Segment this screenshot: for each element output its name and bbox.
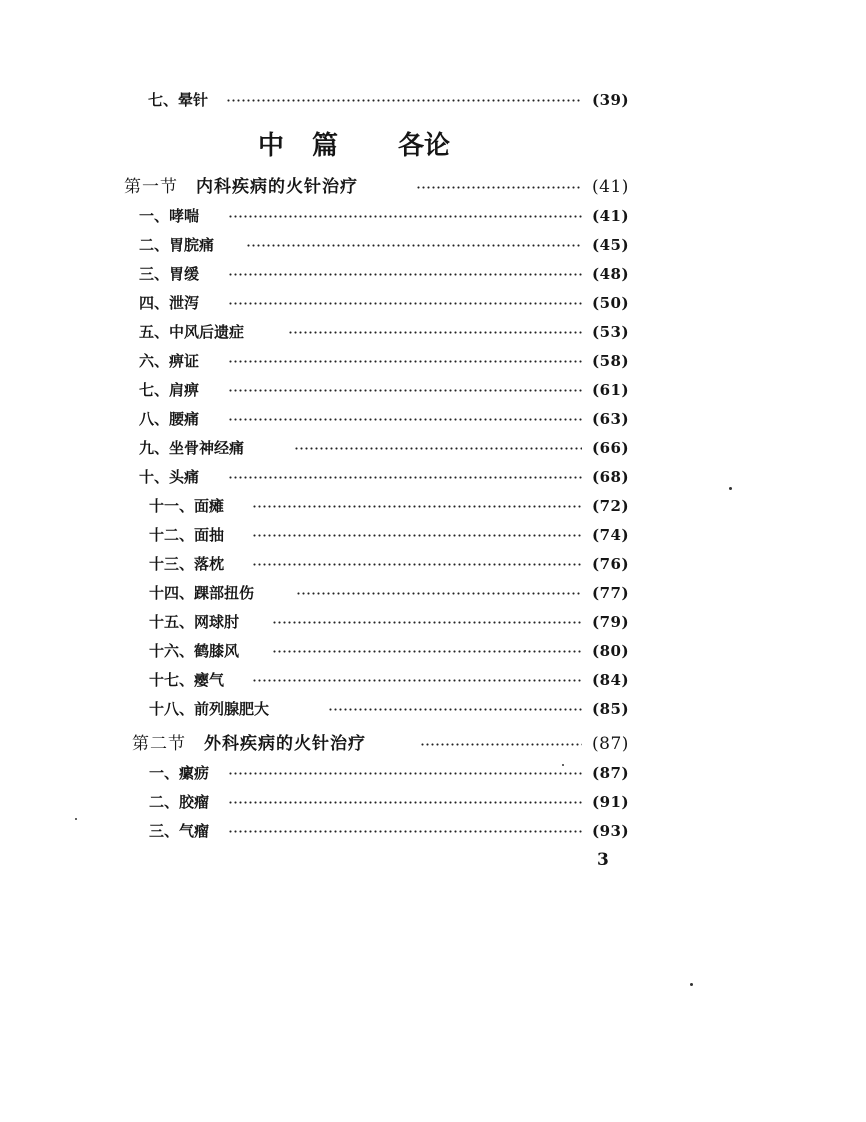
entry-page-number: (77) bbox=[592, 584, 630, 602]
section-page-number: (87) bbox=[592, 734, 629, 754]
dot-leader bbox=[226, 99, 582, 102]
entry-label: 三、气瘤 bbox=[149, 822, 210, 840]
entry-page-number: (72) bbox=[592, 497, 630, 515]
entry-page-number: (63) bbox=[592, 410, 630, 428]
dot-leader bbox=[228, 360, 582, 363]
toc-entry bbox=[0, 695, 866, 723]
dot-leader bbox=[272, 621, 582, 624]
entry-page-number: (80) bbox=[592, 642, 630, 660]
dot-leader bbox=[296, 592, 582, 595]
scan-speck bbox=[75, 818, 77, 820]
dot-leader bbox=[228, 772, 582, 775]
toc-entry bbox=[0, 788, 866, 816]
dot-leader bbox=[328, 708, 582, 711]
dot-leader bbox=[228, 215, 582, 218]
section-label bbox=[124, 173, 358, 201]
scan-speck bbox=[690, 983, 693, 986]
section-label bbox=[132, 730, 366, 758]
toc-entry bbox=[0, 579, 866, 607]
section-heading bbox=[0, 730, 866, 758]
entry-page-number: (85) bbox=[592, 700, 630, 718]
section-page-number: (41) bbox=[592, 177, 629, 197]
dot-leader bbox=[272, 650, 582, 653]
entry-page-number: (74) bbox=[592, 526, 630, 544]
dot-leader bbox=[252, 679, 582, 682]
entry-label: 一、哮喘 bbox=[139, 207, 200, 225]
dot-leader bbox=[228, 830, 582, 833]
entry-label: 十二、面抽 bbox=[149, 526, 225, 544]
entry-page-number: (66) bbox=[592, 439, 630, 457]
dot-leader bbox=[294, 447, 582, 450]
part-heading-char-1: 中 bbox=[258, 131, 285, 161]
toc-entry bbox=[0, 289, 866, 317]
entry-label: 七、晕针 bbox=[148, 91, 209, 109]
entry-label: 七、肩痹 bbox=[139, 381, 200, 399]
entry-page-number: (79) bbox=[592, 613, 630, 631]
toc-entry bbox=[0, 318, 866, 346]
entry-label: 五、中风后遗症 bbox=[139, 323, 245, 341]
entry-label: 十一、面瘫 bbox=[149, 497, 225, 515]
dot-leader bbox=[228, 801, 582, 804]
entry-page-number: (53) bbox=[592, 323, 630, 341]
entry-label: 十八、前列腺肥大 bbox=[149, 700, 270, 718]
entry-label: 四、泄泻 bbox=[139, 294, 200, 312]
section-title: 外科疾病的火针治疗 bbox=[204, 734, 366, 754]
entry-page-number: (41) bbox=[592, 207, 630, 225]
toc-entry bbox=[0, 521, 866, 549]
entry-page-number: (39) bbox=[592, 91, 630, 109]
dot-leader bbox=[416, 186, 582, 189]
entry-page-number: (58) bbox=[592, 352, 630, 370]
toc-entry bbox=[0, 666, 866, 694]
entry-label: 三、胃缓 bbox=[139, 265, 200, 283]
entry-label: 十七、瘿气 bbox=[149, 671, 225, 689]
toc-entry bbox=[0, 550, 866, 578]
part-heading-char-2: 篇 bbox=[312, 131, 339, 161]
scan-speck bbox=[729, 487, 732, 490]
toc-entry bbox=[0, 231, 866, 259]
entry-label: 二、胃脘痛 bbox=[139, 236, 215, 254]
toc-entry bbox=[0, 347, 866, 375]
dot-leader bbox=[246, 244, 582, 247]
entry-label: 二、胶瘤 bbox=[149, 793, 210, 811]
toc-entry bbox=[0, 492, 866, 520]
part-heading bbox=[0, 126, 866, 166]
entry-label: 十五、网球肘 bbox=[149, 613, 240, 631]
dot-leader bbox=[228, 389, 582, 392]
entry-page-number: (68) bbox=[592, 468, 630, 486]
entry-page-number: (45) bbox=[592, 236, 630, 254]
page-number: 3 bbox=[597, 850, 609, 870]
dot-leader bbox=[420, 743, 582, 746]
entry-page-number: (76) bbox=[592, 555, 630, 573]
dot-leader bbox=[288, 331, 582, 334]
toc-entry bbox=[0, 260, 866, 288]
entry-label: 九、坐骨神经痛 bbox=[139, 439, 245, 457]
dot-leader bbox=[252, 505, 582, 508]
section-number: 第二节 bbox=[132, 734, 186, 754]
toc-entry bbox=[0, 376, 866, 404]
dot-leader bbox=[252, 534, 582, 537]
dot-leader bbox=[228, 476, 582, 479]
toc-entry bbox=[0, 405, 866, 433]
dot-leader bbox=[252, 563, 582, 566]
section-number: 第一节 bbox=[124, 177, 178, 197]
toc-entry bbox=[0, 608, 866, 636]
entry-page-number: (61) bbox=[592, 381, 630, 399]
entry-label: 八、腰痛 bbox=[139, 410, 200, 428]
entry-page-number: (87) bbox=[592, 764, 630, 782]
entry-label: 十六、鹤膝风 bbox=[149, 642, 240, 660]
entry-page-number: (50) bbox=[592, 294, 630, 312]
section-heading bbox=[0, 173, 866, 201]
entry-label: 六、痹证 bbox=[139, 352, 200, 370]
toc-entry bbox=[0, 434, 866, 462]
toc-entry bbox=[0, 759, 866, 787]
section-title: 内科疾病的火针治疗 bbox=[196, 177, 358, 197]
dot-leader bbox=[228, 418, 582, 421]
dot-leader bbox=[228, 302, 582, 305]
entry-label: 十四、踝部扭伤 bbox=[149, 584, 255, 602]
entry-page-number: (93) bbox=[592, 822, 630, 840]
toc-entry bbox=[0, 86, 866, 114]
entry-label: 一、瘰疬 bbox=[149, 764, 210, 782]
entry-label: 十三、落枕 bbox=[149, 555, 225, 573]
scan-speck bbox=[562, 764, 564, 766]
part-heading-subtitle: 各论 bbox=[398, 131, 451, 161]
scan-speck bbox=[524, 650, 526, 652]
toc-entry bbox=[0, 202, 866, 230]
toc-entry bbox=[0, 463, 866, 491]
toc-entry bbox=[0, 817, 866, 845]
entry-page-number: (91) bbox=[592, 793, 630, 811]
entry-page-number: (84) bbox=[592, 671, 630, 689]
entry-page-number: (48) bbox=[592, 265, 630, 283]
entry-label: 十、头痛 bbox=[139, 468, 200, 486]
toc-entry bbox=[0, 637, 866, 665]
dot-leader bbox=[228, 273, 582, 276]
